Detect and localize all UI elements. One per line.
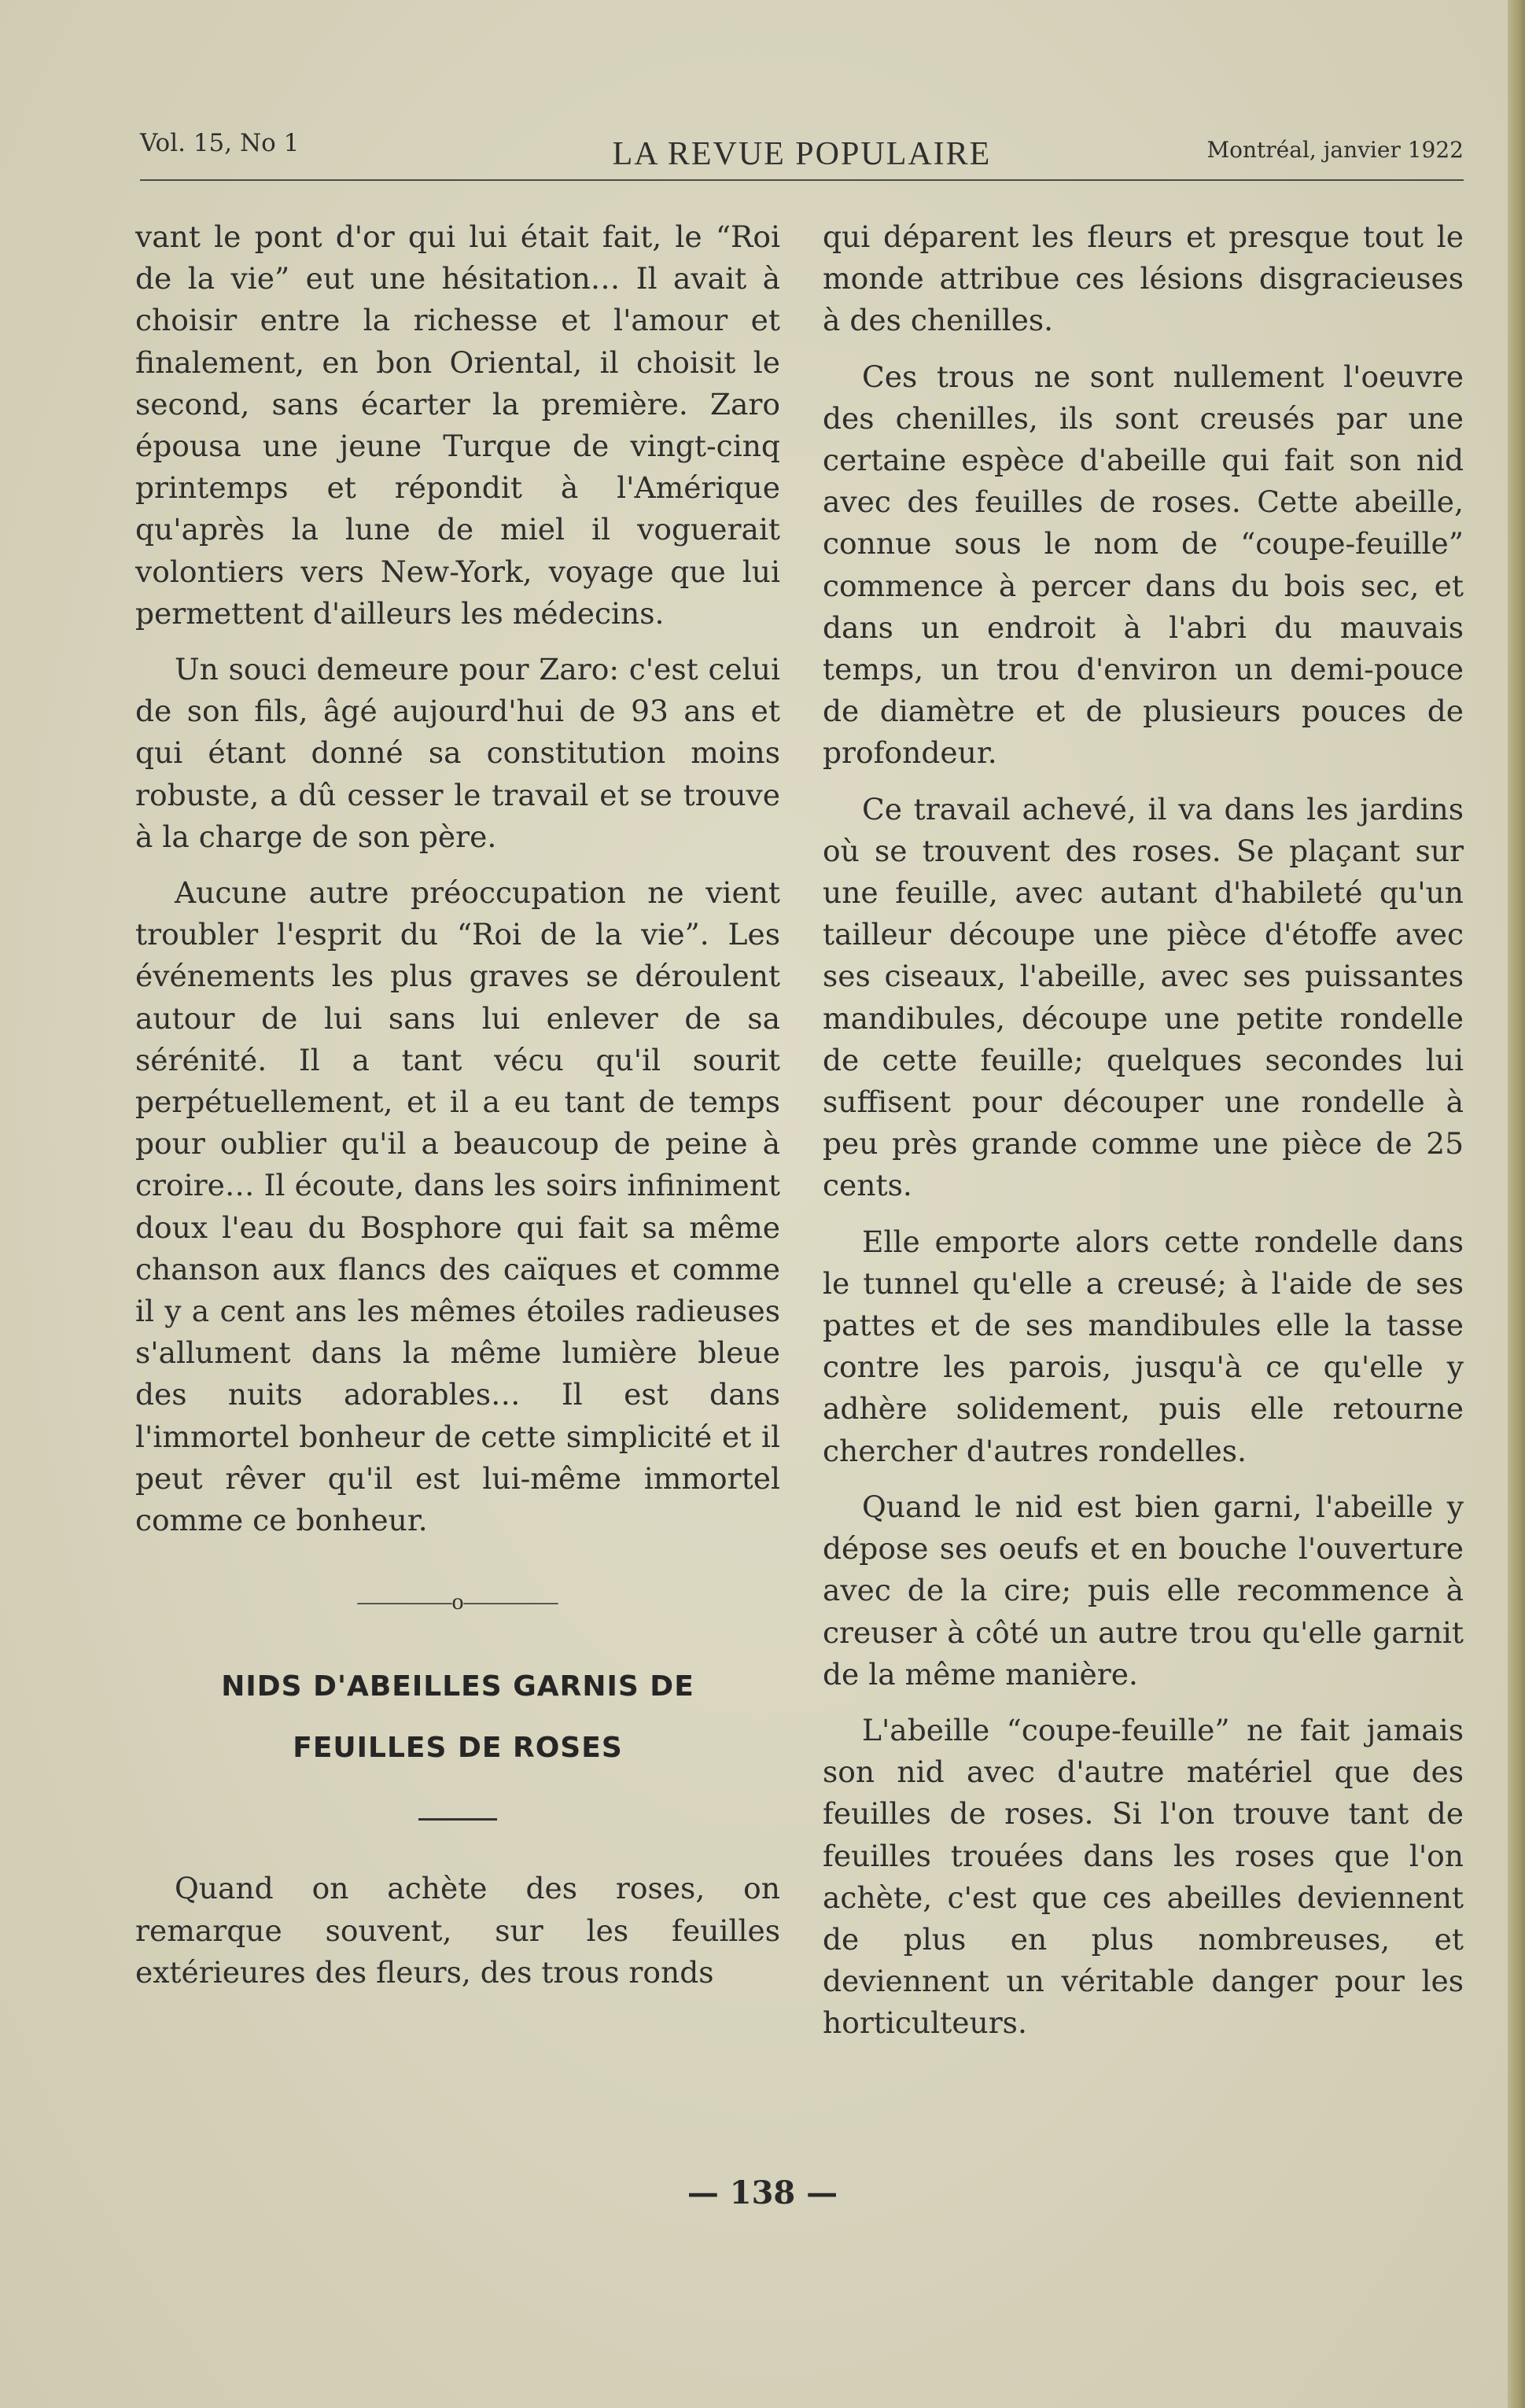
paragraph: Un souci demeure pour Zaro: c'est celui de son fils, âgé aujourd'hui de 93 ans et qui étant donné sa constitution moins robuste, a dû cesser le travail et se trouve à la charge de son père. — [135, 652, 780, 854]
paragraph: Elle emporte alors cette rondelle dans le tunnel qu'elle a creusé; à l'aide de ses pattes et de ses mandibules elle la tasse contre les parois, jusqu'à ce qu'elle y adhère solidement, puis elle retourne chercher d'autres rondelles. — [823, 1224, 1464, 1468]
header-rule — [140, 179, 1464, 181]
paragraph: qui déparent les fleurs et presque tout le monde attribue ces lésions disgracieuses à des chenilles. — [823, 219, 1464, 338]
paragraph: Ce travail achevé, il va dans les jardins où se trouvent des roses. Se plaçant sur une feuille, avec autant d'habileté qu'un tailleur découpe une pièce d'étoffe avec ses ciseaux, l'abeille, avec ses puissantes mandibules, découpe une petite rondelle de cette feuille; quelques secondes lui suffisent pour découper une rondelle à peu près grande comme une pièce de 25 cents. — [823, 791, 1464, 1203]
issue-date: Montréal, janvier 1922 — [1206, 137, 1464, 163]
paragraph: Ces trous ne sont nullement l'oeuvre des chenilles, ils sont creusés par une certaine espèce d'abeille qui fait son nid avec des feuilles de roses. Cette abeille, connue sous le nom de “coupe-feuille” commence à percer dans du bois sec, et dans un endroit à l'abri du mauvais temps, un trou d'environ un demi-pouce de diamètre et de plusieurs pouces de profondeur. — [823, 359, 1464, 771]
paragraph: Aucune autre préoccupation ne vient troubler l'esprit du “Roi de la vie”. Les événements les plus graves se déroulent autour de lui sans lui enlever de sa sérénité. Il a tant vécu qu'il sourit perpétuellement, et il a eu tant de temps pour oublier qu'il a beaucoup de peine à croire… Il écoute, dans les soirs infiniment doux l'eau du Bosphore qui fait sa même chanson aux flancs des caïques et comme il y a cent ans les mêmes étoiles radieuses s'allument dans la même lumière bleue des nuits adorables… Il est dans l'immortel bonheur de cette simplicité et il peut rêver qu'il est lui-même immortel comme ce bonheur. — [135, 875, 780, 1538]
section-separator: ————o———— — [357, 1589, 558, 1615]
right-column — [823, 216, 1464, 2059]
page-number: — 138 — — [687, 2174, 838, 2211]
heading-rule — [418, 1818, 497, 1821]
paragraph: vant le pont d'or qui lui était fait, le “Roi de la vie” eut une hésitation… Il avait à choisir entre la richesse et l'amour et finalement, en bon Oriental, il choisit le second, sans écarter la première. Zaro épousa une jeune Turque de vingt-cinq printemps et répondit à l'Amérique qu'après la lune de miel il voguerait volontiers vers New-York, voyage que lui permettent d'ailleurs les médecins. — [135, 219, 780, 631]
paragraph: L'abeille “coupe-feuille” ne fait jamais son nid avec d'autre matériel que des feuilles de roses. Si l'on trouve tant de feuilles trouées dans les roses que l'on achète, c'est que ces abeilles deviennent de plus en plus nombreuses, et deviennent un véritable danger pour les horticulteurs. — [823, 1712, 1464, 2041]
article-paragraph: Quand on achète des roses, on remarque souvent, sur les feuilles extérieures des fleurs, des trous ronds — [135, 1871, 780, 1990]
article-heading-line1: NIDS D'ABEILLES GARNIS DE — [221, 1670, 694, 1703]
volume-number: Vol. 15, No 1 — [140, 129, 300, 157]
left-column — [135, 216, 780, 2008]
running-header — [140, 118, 1464, 173]
publication-title: LA REVUE POPULAIRE — [612, 136, 992, 172]
article-heading-line2: FEUILLES DE ROSES — [293, 1732, 623, 1765]
paragraph: Quand le nid est bien garni, l'abeille y dépose ses oeufs et en bouche l'ouverture avec de la cire; puis elle recommence à creuser à côté un autre trou qu'elle garnit de la même manière. — [823, 1489, 1464, 1692]
page-edge — [1508, 0, 1525, 2408]
